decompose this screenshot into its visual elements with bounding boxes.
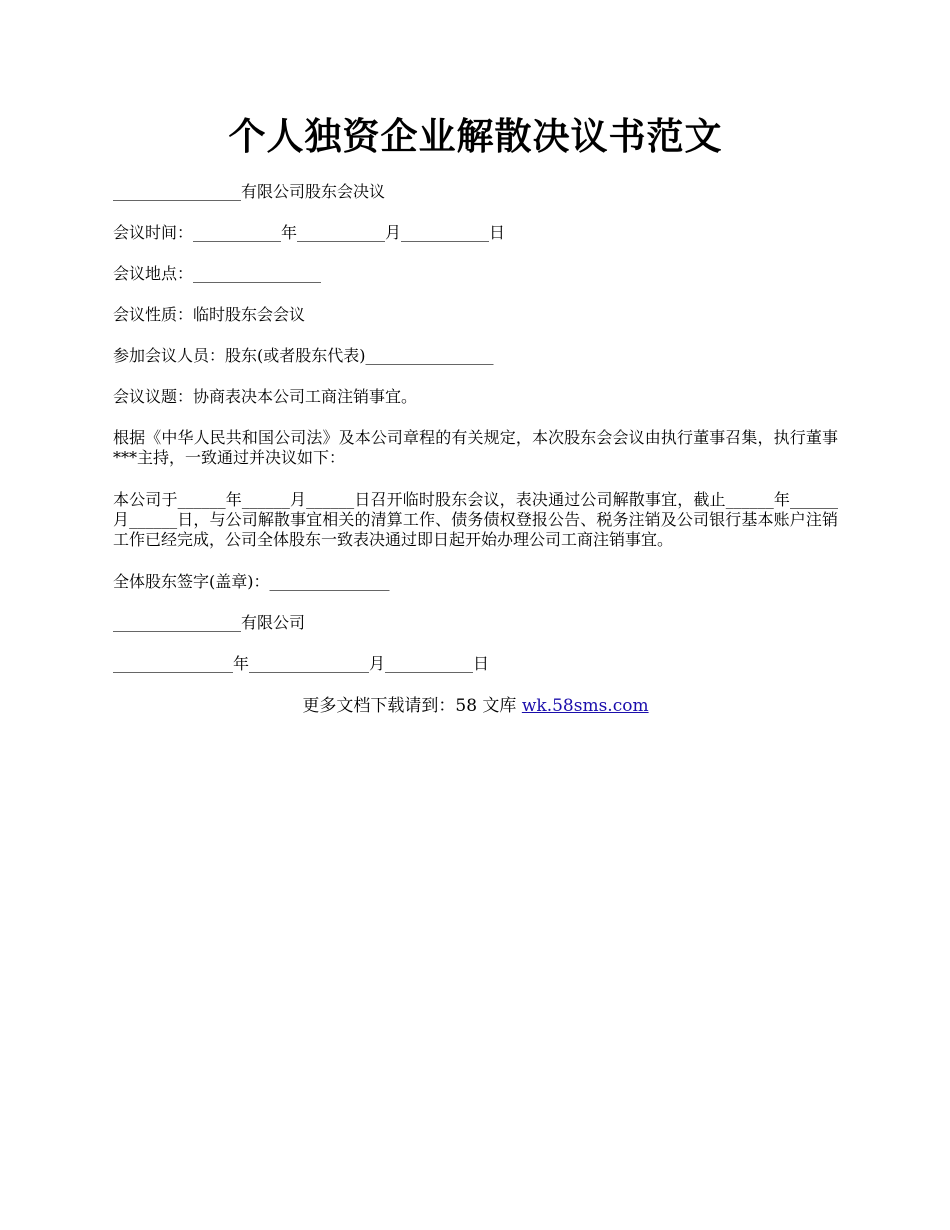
meeting-attendees: 参加会议人员：股东(或者股东代表)________________: [113, 346, 494, 365]
company-name-line: ________________有限公司: [113, 613, 306, 632]
document-title: 个人独资企业解散决议书范文: [228, 114, 723, 158]
resolution-preamble: 根据《中华人民共和国公司法》及本公司章程的有关规定，本次股东会会议由执行董事召集，执行董事***主持，一致通过并决议如下：: [113, 428, 838, 467]
meeting-location: 会议地点：________________: [113, 264, 322, 283]
meeting-topic: 会议议题：协商表决本公司工商注销事宜。: [113, 387, 418, 406]
meeting-time: 会议时间：___________年___________月___________日: [113, 223, 506, 242]
company-resolution-line: ________________有限公司股东会决议: [113, 182, 386, 201]
date-line: _______________年_______________月___________日: [113, 654, 490, 673]
download-footer: [113, 695, 838, 717]
shareholder-signature: 全体股东签字(盖章)：_______________: [113, 572, 390, 591]
footer-link[interactable]: wk.58sms.com: [521, 696, 649, 716]
footer-prefix: 更多文档下载请到：58 文库: [302, 696, 522, 716]
resolution-body: 本公司于______年______月______日召开临时股东会议，表决通过公司解散事宜，截止______年______月______日，与公司解散事宜相关的清算工作、债务债权登报公告、税务注销及公司银行基本账户注销工作已经完成，公司全体股东一致表决通过即日起开始办理公司工商注销事宜。: [113, 490, 838, 549]
meeting-nature: 会议性质：临时股东会会议: [113, 305, 306, 324]
